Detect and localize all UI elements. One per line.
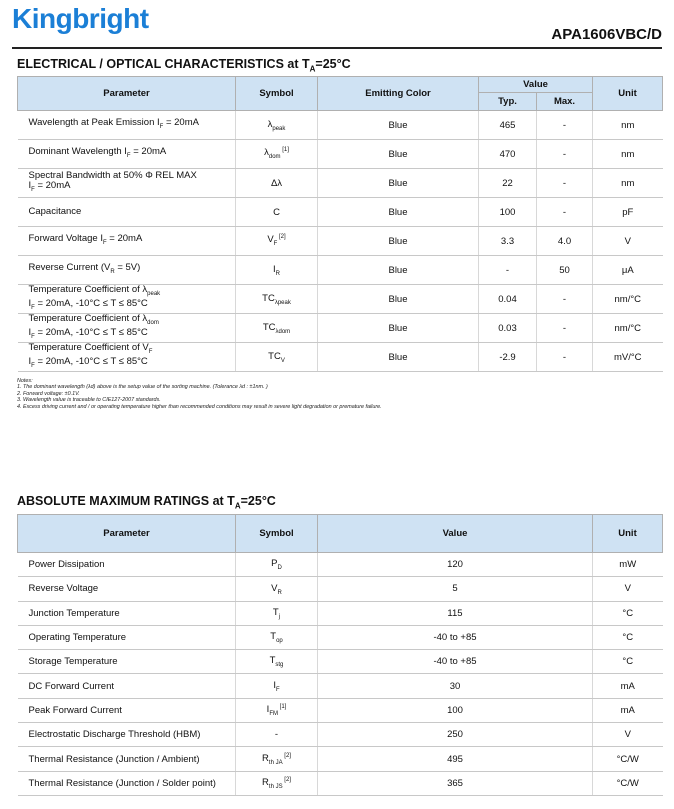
max-cell: 50	[537, 256, 593, 285]
unit-cell: mA	[593, 698, 663, 722]
parameter-condition: $I_F = 20mA$, -10°C ≤ T ≤ 85°C	[28, 356, 148, 369]
symbol-note-ref: [2]	[282, 776, 291, 783]
parameter-cell	[18, 285, 236, 314]
note-line: 2. Forward voltage: ±0.1V.	[17, 390, 80, 397]
symbol-subscript: th JA	[268, 759, 283, 766]
symbol-cell: $I_R$	[236, 256, 318, 285]
parameter-cell: Reverse Voltage	[18, 577, 236, 601]
part-number: APA1606VBC/D	[551, 26, 662, 43]
parameter-name: Forward Voltage $I_F = 20mA$	[28, 233, 143, 246]
symbol-cell: $TC_{\lambda peak}$	[236, 285, 318, 314]
unit-cell: V	[593, 723, 663, 747]
header-max: Max.	[537, 93, 593, 111]
table-row	[18, 140, 663, 169]
symbol-cell: -	[236, 723, 318, 747]
parameter-name: Temperature Coefficient of $V_F$	[28, 342, 153, 355]
symbol-cell: $\lambda_{peak}$	[236, 111, 318, 140]
parameter-cell	[18, 198, 236, 227]
parameter-condition: $I_F = 20mA$, -10°C ≤ T ≤ 85°C	[28, 298, 148, 311]
symbol-cell: $I_F$	[236, 674, 318, 698]
parameter-cell	[18, 169, 236, 198]
unit-cell: nm	[593, 111, 663, 140]
parameter-subscript: F	[102, 239, 107, 246]
symbol-subscript: stg	[275, 662, 284, 669]
symbol-subscript: R	[275, 270, 280, 277]
header-value: Value	[479, 77, 593, 93]
unit-cell: mW	[593, 553, 663, 577]
max-cell: -	[537, 285, 593, 314]
symbol-subscript: D	[277, 565, 282, 572]
table-row	[18, 698, 663, 722]
parameter-cell: Storage Temperature	[18, 650, 236, 674]
value-cell: -40 to +85	[318, 625, 593, 649]
condition-subscript: F	[31, 362, 35, 369]
eo-section-title: ELECTRICAL / OPTICAL CHARACTERISTICS at $T_A=25^\circ C$	[17, 57, 351, 74]
unit-cell: °C/W	[593, 771, 663, 795]
unit-cell: nm/°C	[593, 285, 663, 314]
unit-cell: °C/W	[593, 747, 663, 771]
unit-cell: mA	[593, 674, 663, 698]
symbol-note-ref: [1]	[277, 703, 287, 710]
header-unit: Unit	[593, 77, 663, 111]
absolute-maximum-ratings-table	[17, 514, 663, 796]
unit-cell: °C	[593, 625, 663, 649]
emitting-color-cell: Blue	[318, 314, 479, 343]
table-row	[18, 747, 663, 771]
header-symbol: Symbol	[236, 77, 318, 111]
max-cell: -	[537, 140, 593, 169]
table-row	[18, 198, 663, 227]
parameter-cell	[18, 140, 236, 169]
note-line: 3. Wavelength value is traceable to CIE127-2007 standards.	[17, 397, 161, 404]
unit-cell: pF	[593, 198, 663, 227]
max-cell: -	[537, 343, 593, 372]
table-row	[18, 285, 663, 314]
note-line: 4. Excess driving current and / or operating temperature higher than recommended conditions may result in severe light degradation or premature failure.	[17, 403, 382, 410]
symbol-subscript: F	[273, 241, 278, 248]
symbol-cell: $T_{stg}$	[236, 650, 318, 674]
symbol-subscript: λdom	[275, 328, 291, 335]
emitting-color-cell: Blue	[318, 111, 479, 140]
symbol-subscript: R	[277, 589, 282, 596]
table-row	[18, 650, 663, 674]
symbol-subscript: FM	[269, 710, 278, 717]
symbol-subscript: F	[275, 686, 280, 693]
parameter-name: Capacitance	[28, 206, 82, 217]
value-cell: 30	[318, 674, 593, 698]
parameter-name: Spectral Bandwidth at 50% Φ REL MAX	[28, 170, 197, 182]
header-typ: Typ.	[479, 93, 537, 111]
parameter-cell	[18, 256, 236, 285]
table-row	[18, 169, 663, 198]
symbol-cell: $T_j$	[236, 601, 318, 625]
value-cell: 120	[318, 553, 593, 577]
typ-cell: -	[479, 256, 537, 285]
condition-subscript: F	[31, 333, 35, 340]
symbol-cell: $T_{op}$	[236, 625, 318, 649]
typ-cell: 0.04	[479, 285, 537, 314]
symbol-cell: $R_{th JA}$ [2]	[236, 747, 318, 771]
symbol-cell: $\lambda_{dom}$ [1]	[236, 140, 318, 169]
max-cell: -	[537, 111, 593, 140]
symbol-subscript: th JS	[268, 783, 283, 790]
symbol-subscript: op	[276, 637, 283, 644]
symbol-subscript: λpeak	[274, 299, 291, 306]
parameter-subscript: R	[110, 268, 115, 275]
brand-logo: Kingbright	[12, 3, 149, 34]
note-line: 1. The dominant wavelength (λd) above is the setup value of the sorting machine. (Tolerance λd : ±1nm. )	[17, 384, 268, 391]
table-row	[18, 577, 663, 601]
parameter-name: Temperature Coefficient of $\lambda_{peak}$	[28, 284, 161, 297]
parameter-name: Dominant Wavelength $I_F = 20mA$	[28, 146, 167, 159]
symbol-cell: $I_{FM}$ [1]	[236, 698, 318, 722]
symbol-subscript: dom	[268, 154, 281, 161]
table-row	[18, 771, 663, 795]
header-unit: Unit	[593, 515, 663, 553]
emitting-color-cell: Blue	[318, 256, 479, 285]
unit-cell: mV/°C	[593, 343, 663, 372]
typ-cell: 470	[479, 140, 537, 169]
typ-cell: -2.9	[479, 343, 537, 372]
typ-cell: 0.03	[479, 314, 537, 343]
table-row	[18, 227, 663, 256]
parameter-subscript: F	[148, 349, 153, 355]
typ-cell: 100	[479, 198, 537, 227]
amr-section-title: ABSOLUTE MAXIMUM RATINGS at $T_A=25^\circ C$	[17, 494, 276, 511]
parameter-name: Wavelength at Peak Emission $I_F = 20mA$	[28, 117, 199, 130]
symbol-subscript: peak	[272, 125, 286, 132]
header-value: Value	[318, 515, 593, 553]
parameter-subscript: F	[126, 152, 131, 159]
parameter-condition: $I_F = 20mA$	[28, 180, 71, 193]
value-cell: 100	[318, 698, 593, 722]
symbol-note-ref: [2]	[282, 752, 291, 759]
unit-cell: V	[593, 577, 663, 601]
table-row	[18, 625, 663, 649]
electrical-optical-table	[17, 76, 663, 372]
parameter-subscript: peak	[147, 291, 161, 297]
parameter-cell: Operating Temperature	[18, 625, 236, 649]
parameter-cell	[18, 111, 236, 140]
symbol-cell: $TC_V$	[236, 343, 318, 372]
emitting-color-cell: Blue	[318, 169, 479, 198]
header-parameter: Parameter	[18, 77, 236, 111]
unit-cell: V	[593, 227, 663, 256]
parameter-subscript: F	[159, 123, 164, 130]
max-cell: -	[537, 314, 593, 343]
symbol-cell: $V_R$	[236, 577, 318, 601]
table-row	[18, 111, 663, 140]
header-symbol: Symbol	[236, 515, 318, 553]
parameter-cell: Thermal Resistance (Junction / Ambient)	[18, 747, 236, 771]
max-cell: 4.0	[537, 227, 593, 256]
symbol-subscript: j	[278, 613, 281, 620]
symbol-cell: $TC_{\lambda dom}$	[236, 314, 318, 343]
typ-cell: 3.3	[479, 227, 537, 256]
header-parameter: Parameter	[18, 515, 236, 553]
condition-subscript: F	[31, 186, 35, 193]
symbol-cell: Δλ	[236, 169, 318, 198]
unit-cell: nm	[593, 169, 663, 198]
header-emitting-color: Emitting Color	[318, 77, 479, 111]
notes	[17, 378, 382, 410]
symbol-cell: C	[236, 198, 318, 227]
emitting-color-cell: Blue	[318, 140, 479, 169]
unit-cell: μA	[593, 256, 663, 285]
parameter-cell: Electrostatic Discharge Threshold (HBM)	[18, 723, 236, 747]
value-cell: 5	[318, 577, 593, 601]
symbol-note-ref: [1]	[280, 147, 289, 154]
symbol-cell: $V_F$ [2]	[236, 227, 318, 256]
parameter-subscript: dom	[147, 320, 159, 326]
table-row	[18, 256, 663, 285]
value-cell: 365	[318, 771, 593, 795]
value-cell: 250	[318, 723, 593, 747]
parameter-condition: $I_F = 20mA$, -10°C ≤ T ≤ 85°C	[28, 327, 148, 340]
header-rule	[12, 47, 662, 49]
table-row	[18, 723, 663, 747]
typ-cell: 465	[479, 111, 537, 140]
emitting-color-cell: Blue	[318, 198, 479, 227]
table-row	[18, 343, 663, 372]
emitting-color-cell: Blue	[318, 227, 479, 256]
unit-cell: nm/°C	[593, 314, 663, 343]
unit-cell: nm	[593, 140, 663, 169]
parameter-cell: DC Forward Current	[18, 674, 236, 698]
table-row	[18, 553, 663, 577]
parameter-cell: Power Dissipation	[18, 553, 236, 577]
table-row	[18, 674, 663, 698]
parameter-cell: Peak Forward Current	[18, 698, 236, 722]
parameter-cell	[18, 343, 236, 372]
value-cell: 495	[318, 747, 593, 771]
note-line: Notes:	[17, 378, 33, 384]
table-row	[18, 601, 663, 625]
symbol-note-ref: [2]	[277, 234, 286, 241]
unit-cell: °C	[593, 601, 663, 625]
parameter-cell: Thermal Resistance (Junction / Solder point)	[18, 771, 236, 795]
symbol-cell: $R_{th JS}$ [2]	[236, 771, 318, 795]
condition-subscript: F	[31, 304, 35, 311]
parameter-name: Temperature Coefficient of $\lambda_{dom}$	[28, 313, 159, 326]
symbol-cell: $P_D$	[236, 553, 318, 577]
unit-cell: °C	[593, 650, 663, 674]
table-row	[18, 314, 663, 343]
typ-cell: 22	[479, 169, 537, 198]
value-cell: 115	[318, 601, 593, 625]
emitting-color-cell: Blue	[318, 343, 479, 372]
parameter-cell: Junction Temperature	[18, 601, 236, 625]
parameter-cell	[18, 227, 236, 256]
max-cell: -	[537, 198, 593, 227]
emitting-color-cell: Blue	[318, 285, 479, 314]
value-cell: -40 to +85	[318, 650, 593, 674]
max-cell: -	[537, 169, 593, 198]
symbol-subscript: V	[280, 357, 285, 364]
parameter-name: Reverse Current $(V_R = 5V)$	[28, 262, 141, 275]
parameter-cell	[18, 314, 236, 343]
